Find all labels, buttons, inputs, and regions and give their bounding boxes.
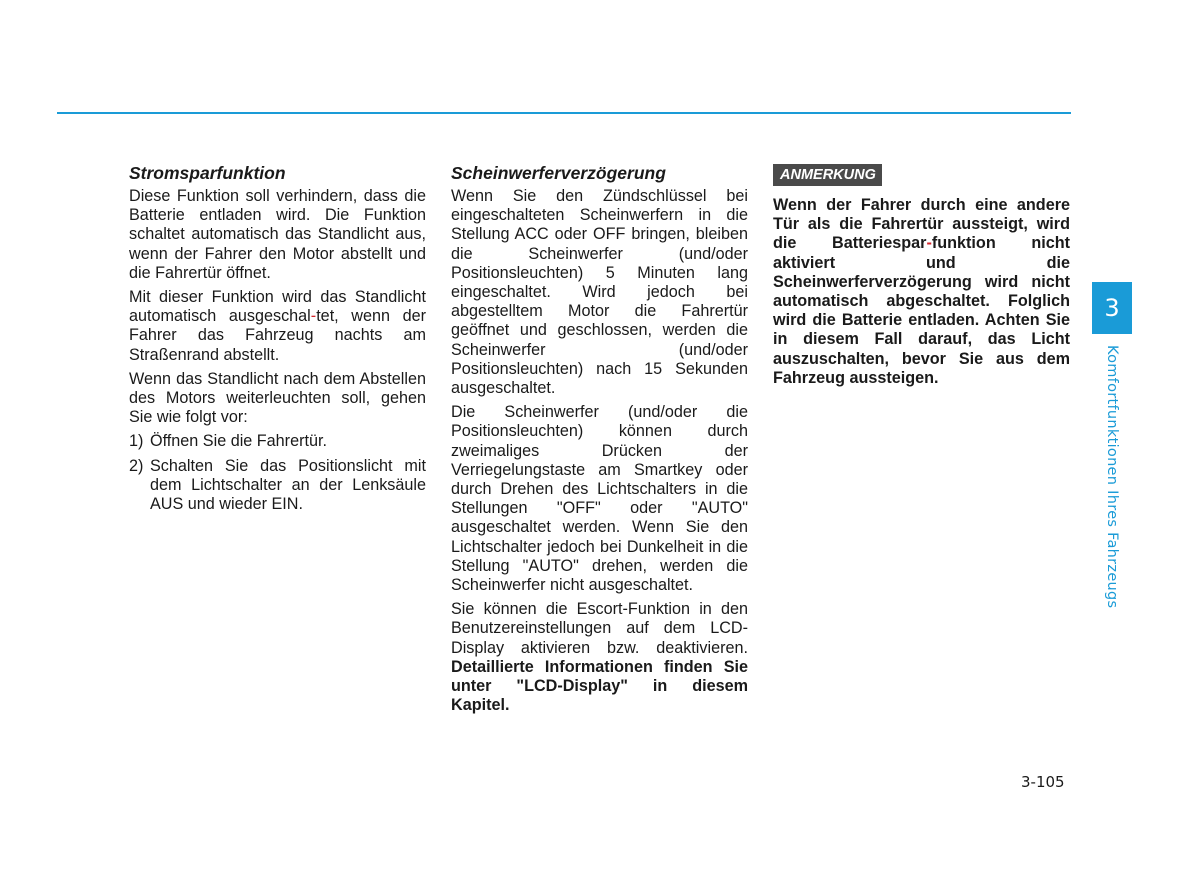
list-item [129,432,426,451]
list-item [129,457,426,515]
hyphen-mark: - [310,307,317,326]
header-rule [57,112,1071,114]
paragraph-text: tet, wenn der Fahrer das Fahrzeug nachts am Straßenrand abstellt. [129,307,427,364]
note-label: ANMERKUNG [773,164,882,186]
note-text [773,196,1070,388]
paragraph-text: Sie können die Escort-Funktion in den Benutzereinstellungen auf dem LCD-Display aktivieren bzw. deaktivieren. [451,600,748,657]
list-text: Schalten Sie das Positionslicht mit dem Lichtschalter an der Lenksäule AUS und wieder EIN. [150,456,426,514]
list-number: 1) [129,432,144,451]
chapter-number: 3 [1104,294,1120,322]
list-text: Öffnen Sie die Fahrertür. [150,432,327,451]
paragraph: Wenn das Standlicht nach dem Abstellen des Motors weiterleuchten soll, gehen Sie wie folgt vor: [129,369,426,427]
section-heading: Stromsparfunktion [129,163,286,183]
paragraph [451,600,748,715]
list-number: 2) [129,456,144,475]
section-heading: Scheinwerferverzögerung [451,163,666,183]
column-scheinwerferverzoegerung [451,160,748,715]
note-text-part: funktion nicht aktiviert und die Scheinwerferverzögerung wird nicht automatisch abgeschaltet. Folglich wird die Batterie entladen. Achten Sie in diesem Fall darauf, das Licht auszuschalten, bevor Sie aus dem Fahrzeug aussteigen. [773,234,1070,387]
chapter-tab [1092,282,1132,334]
paragraph: Wenn Sie den Zündschlüssel bei eingeschalteten Scheinwerfern in die Stellung ACC oder OFF bringen, bleiben die Scheinwerfer (und/oder Positionsleuchten) 5 Minuten lang eingeschaltet. Wird jedoch bei abgestelltem Motor die Fahrertür geöffnet und geschlossen, werden die Scheinwerfer (und/oder Positionsleuchten) nach 15 Sekunden ausgeschaltet. [451,187,748,398]
paragraph [129,288,426,365]
paragraph: Diese Funktion soll verhindern, dass die Batterie entladen wird. Die Funktion schaltet automatisch das Standlicht aus, wenn der Fahrer den Motor abstellt und die Fahrertür öffnet. [129,187,426,282]
cross-reference: Detaillierte Informationen finden Sie unter "LCD-Display" in diesem Kapitel. [451,657,748,715]
paragraph: Die Scheinwerfer (und/oder die Positionsleuchten) können durch zweimaliges Drücken der Verriegelungstaste am Smartkey oder durch Drehen des Lichtschalters in die Stellungen "OFF" oder "AUTO" ausgeschaltet werden. Wenn Sie den Lichtschalter jedoch bei Dunkelheit in die Stellung "AUTO" drehen, werden die Scheinwerfer nicht ausgeschaltet. [451,403,748,595]
note-text-part: Wenn der Fahrer durch eine andere Tür als die Fahrertür aussteigt, wird die Batteriespar [773,196,1070,253]
hyphen-mark: - [926,234,932,253]
page-number: 3-105 [1021,773,1065,791]
column-stromsparfunktion [129,160,426,519]
note-box [773,164,1070,388]
chapter-title: Komfortfunktionen Ihres Fahrzeugs [1104,345,1120,609]
paragraph-text: Mit dieser Funktion wird das Standlicht automatisch ausgeschal [129,288,426,326]
